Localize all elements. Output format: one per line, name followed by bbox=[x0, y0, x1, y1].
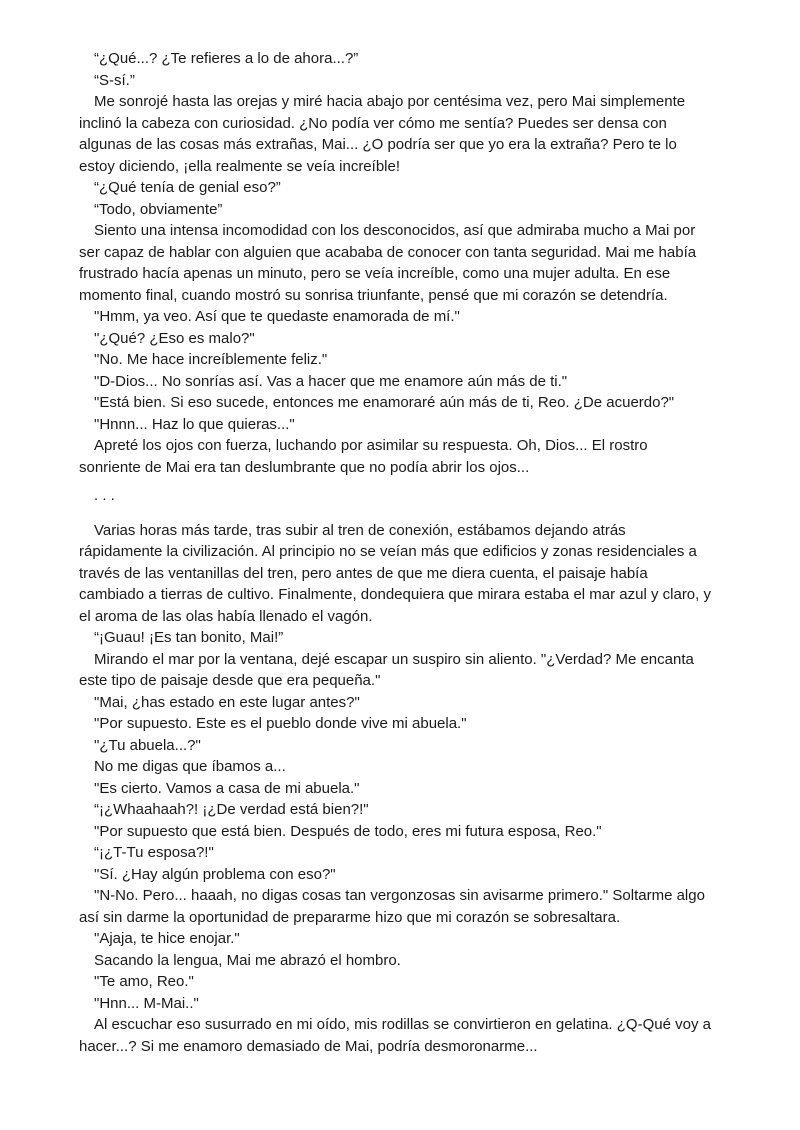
dialogue-line: "Ajaja, te hice enojar." bbox=[94, 930, 240, 947]
dialogue-line: "Por supuesto. Este es el pueblo donde vive mi abuela." bbox=[94, 715, 467, 732]
dialogue-line: "Sí. ¿Hay algún problema con eso?" bbox=[94, 865, 336, 883]
novel-text-page bbox=[79, 48, 716, 1057]
dialogue-line: "Hnnn... Haz lo que quieras..." bbox=[94, 415, 295, 433]
dialogue-line: "Por supuesto que está bien. Después de todo, eres mi futura esposa, Reo." bbox=[94, 822, 602, 840]
dialogue-line: "Está bien. Si eso sucede, entonces me enamoraré aún más de ti, Reo. ¿De acuerdo?" bbox=[94, 394, 675, 411]
dialogue-line: "Hnn... M-Mai.." bbox=[94, 994, 199, 1012]
dialogue-line: “¡¿Whaahaah?! ¡¿De verdad está bien?!" bbox=[94, 801, 369, 818]
dialogue-line: "Hmm, ya veo. Así que te quedaste enamorada de mí." bbox=[94, 308, 460, 325]
paragraph: Me sonrojé hasta las orejas y miré hacia abajo por centésima vez, pero Mai simplemente inclinó la cabeza con curiosidad. ¿No podía ver cómo me sentía? Puedes ser densa con algunas de las cosas más extrañas, Mai... ¿O podría ser que yo era la extraña? Pero te lo estoy diciendo, ¡ella realmente se veía increíble! bbox=[79, 93, 690, 175]
paragraph: "N-No. Pero... haaah, no digas cosas tan vergonzosas sin avisarme primero." Soltarme algo así sin darme la oportunidad de prepararme hizo que mi corazón se sobresaltara. bbox=[79, 887, 710, 926]
paragraph: No me digas que íbamos a... bbox=[94, 758, 286, 775]
paragraph: Al escuchar eso susurrado en mi oído, mis rodillas se convirtieron en gelatina. ¿Q-Qué voy a hacer...? Si me enamoro demasiado de Mai, podría desmoronarme... bbox=[79, 1016, 716, 1055]
dialogue-line: "D-Dios... No sonrías así. Vas a hacer que me enamore aún más de ti." bbox=[94, 372, 568, 390]
dialogue-line: "Es cierto. Vamos a casa de mi abuela." bbox=[94, 779, 360, 797]
paragraph: Apreté los ojos con fuerza, luchando por asimilar su respuesta. Oh, Dios... El rostro sonriente de Mai era tan deslumbrante que no podía abrir los ojos... bbox=[79, 437, 652, 476]
dialogue-line: “Todo, obviamente” bbox=[94, 200, 223, 218]
paragraph: Sacando la lengua, Mai me abrazó el hombro. bbox=[94, 951, 401, 969]
paragraph: Siento una intensa incomodidad con los desconocidos, así que admiraba mucho a Mai por ser capaz de hablar con alguien que acababa de conocer con tanta seguridad. Mai me había frustrado hacía apenas un minuto, pero se veía increíble, como una mujer adulta. En ese momento final, cuando mostró su sonrisa triunfante, pensé que mi corazón se detendría. bbox=[79, 222, 701, 304]
dialogue-line: "No. Me hace increíblemente feliz." bbox=[94, 351, 328, 368]
dialogue-line: “S-sí.” bbox=[94, 71, 135, 89]
dialogue-line: “¿Qué...? ¿Te refieres a lo de ahora...?” bbox=[94, 50, 359, 67]
dialogue-line: "¿Qué? ¿Eso es malo?" bbox=[94, 329, 255, 347]
dialogue-line: "Te amo, Reo." bbox=[94, 973, 194, 990]
dialogue-line: "¿Tu abuela...?" bbox=[94, 736, 201, 754]
paragraph: Mirando el mar por la ventana, dejé escapar un suspiro sin aliento. "¿Verdad? Me encanta este tipo de paisaje desde que era pequeña." bbox=[79, 650, 699, 689]
paragraph: Varias horas más tarde, tras subir al tren de conexión, estábamos dejando atrás rápidamente la civilización. Al principio no se veían más que edificios y zonas residenciales a través de las ventanillas del tren, pero antes de que me diera cuenta, el paisaje había cambiado a tierras de cultivo. Finalmente, dondequiera que mirara estaba el mar azul y claro, y el aroma de las olas había llenado el vagón. bbox=[79, 521, 716, 625]
dialogue-line: “¡Guau! ¡Es tan bonito, Mai!” bbox=[94, 629, 284, 646]
dialogue-line: "Mai, ¿has estado en este lugar antes?" bbox=[94, 693, 360, 711]
scene-break: . . . bbox=[94, 487, 115, 504]
dialogue-line: “¿Qué tenía de genial eso?” bbox=[94, 179, 281, 196]
dialogue-line: “¡¿T-Tu esposa?!" bbox=[94, 844, 214, 861]
